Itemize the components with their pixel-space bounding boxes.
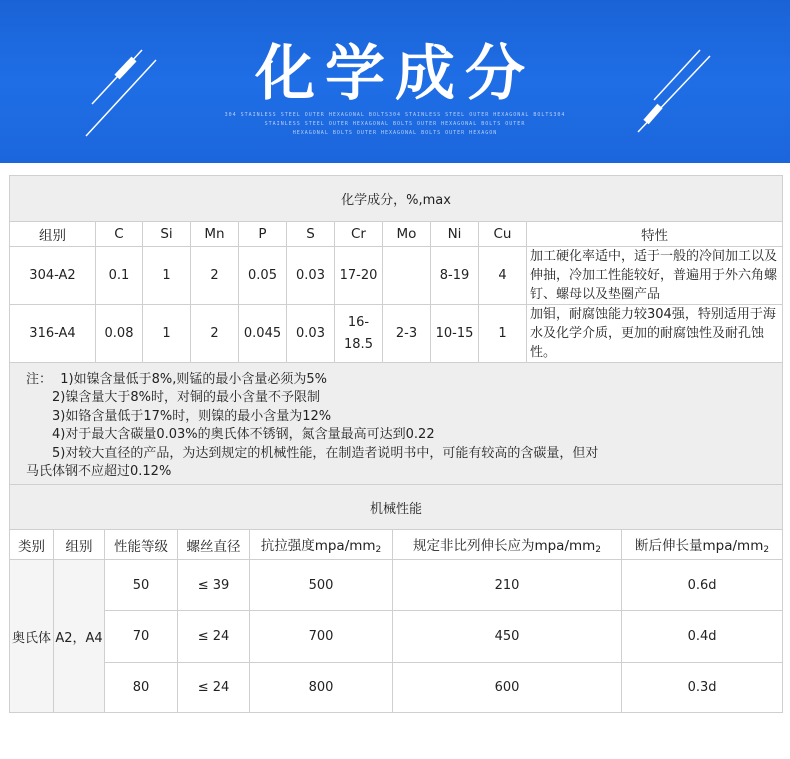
chem-table-caption: 化学成分，%,max bbox=[10, 176, 783, 222]
table-cell: 0.4d bbox=[622, 611, 783, 663]
group-cell: A2，A4 bbox=[54, 560, 105, 713]
header-cell: Cr bbox=[335, 222, 383, 247]
header-cell: Mn bbox=[191, 222, 239, 247]
table-cell: 2 bbox=[191, 247, 239, 305]
note-line: 5)对较大直径的产品，为达到规定的机械性能，在制造者说明书中，可能有较高的含碳量，但对 bbox=[52, 445, 599, 461]
table-cell: 0.1 bbox=[96, 247, 143, 305]
header-cell: 规定非比列伸长应为mpa/$mm_2$ bbox=[393, 530, 622, 560]
table-cell: 10-15 bbox=[431, 305, 479, 363]
table-cell: 0.03 bbox=[287, 305, 335, 363]
table-row bbox=[10, 247, 783, 305]
table-cell: 0.045 bbox=[239, 305, 287, 363]
header-cell: 类别 bbox=[10, 530, 54, 560]
header-cell: Mo bbox=[383, 222, 431, 247]
page-title: 化学成分 bbox=[255, 39, 535, 109]
header-cell: Si bbox=[143, 222, 191, 247]
table-cell: 50 bbox=[105, 560, 178, 611]
table-row bbox=[10, 560, 783, 611]
table-cell: 210 bbox=[393, 560, 622, 611]
header-cell: P bbox=[239, 222, 287, 247]
note-line: 4)对于最大含碳量0.03%的奥氏体不锈钢，氮含量最高可达到0.22 bbox=[52, 427, 435, 442]
header-cell: 螺丝直径 bbox=[178, 530, 250, 560]
table-row bbox=[10, 611, 783, 663]
notes-block bbox=[10, 363, 783, 487]
header-cell: 抗拉强度mpa/$mm_2$ bbox=[250, 530, 393, 560]
notes-label: 注： bbox=[26, 371, 53, 387]
table-cell: 2-3 bbox=[383, 305, 431, 363]
mech-table-caption: 机械性能 bbox=[10, 485, 783, 530]
table-cell: 17-20 bbox=[335, 247, 383, 305]
table-cell: 16-18.5 bbox=[335, 305, 383, 363]
banner-subtitle-line: 304 STAINLESS STEEL OUTER HEXAGONAL BOLTS304 STAINLESS STEEL OUTER HEXAGONAL BOLTS304 bbox=[224, 112, 566, 118]
note-line: 马氏体钢不应超过0.12% bbox=[26, 464, 172, 479]
banner-subtitle-line: HEXAGONAL BOLTS OUTER HEXAGONAL BOLTS OUTER HEXAGON bbox=[292, 130, 498, 136]
banner-subtitle-line: STAINLESS STEEL OUTER HEXAGONAL BOLTS OUTER HEXAGONAL BOLTS OUTER bbox=[264, 121, 526, 127]
table-cell: 0.6d bbox=[622, 560, 783, 611]
table-cell: 450 bbox=[393, 611, 622, 663]
table-cell: 800 bbox=[250, 663, 393, 713]
note-line: 注： 1)如镍含量低于8%,则锰的最小含量必须为5% bbox=[26, 371, 328, 387]
table-row bbox=[10, 663, 783, 713]
table-cell: 1 bbox=[143, 247, 191, 305]
table-cell: 4 bbox=[479, 247, 527, 305]
table-cell: 0.08 bbox=[96, 305, 143, 363]
table-cell: 80 bbox=[105, 663, 178, 713]
header-cell: 特性 bbox=[527, 222, 783, 247]
table-cell bbox=[383, 247, 431, 305]
property-description: 加工硬化率适中，适于一般的冷间加工以及伸抽，冷加工性能较好，普遍用于外六角螺钉、螺母以及垫圈产品 bbox=[527, 247, 783, 305]
table-cell: 304-A2 bbox=[10, 247, 96, 305]
table-cell: 0.03 bbox=[287, 247, 335, 305]
header-cell: 断后伸长量mpa/$mm_2$ bbox=[622, 530, 783, 560]
header-cell: 组别 bbox=[54, 530, 105, 560]
header-cell: Cu bbox=[479, 222, 527, 247]
table-cell: ≤ 24 bbox=[178, 663, 250, 713]
header-cell: 组别 bbox=[10, 222, 96, 247]
banner bbox=[0, 0, 790, 163]
table-cell: 2 bbox=[191, 305, 239, 363]
chem-header-row bbox=[10, 222, 783, 247]
table-cell: 700 bbox=[250, 611, 393, 663]
chemical-composition-table bbox=[9, 175, 783, 487]
header-cell: S bbox=[287, 222, 335, 247]
table-cell: 500 bbox=[250, 560, 393, 611]
category-cell: 奥氏体 bbox=[10, 560, 54, 713]
table-cell: 1 bbox=[143, 305, 191, 363]
header-cell: Ni bbox=[431, 222, 479, 247]
table-cell: 0.3d bbox=[622, 663, 783, 713]
note-line: 2)镍含量大于8%时，对铜的最小含量不予限制 bbox=[52, 390, 320, 405]
table-cell: 600 bbox=[393, 663, 622, 713]
table-cell: 0.05 bbox=[239, 247, 287, 305]
table-cell: ≤ 24 bbox=[178, 611, 250, 663]
note-line: 3)如铬含量低于17%时，则镍的最小含量为12% bbox=[52, 408, 332, 424]
table-cell: 70 bbox=[105, 611, 178, 663]
property-description: 加钼，耐腐蚀能力较304强，特别适用于海水及化学介质，更加的耐腐蚀性及耐孔蚀性。 bbox=[527, 305, 783, 363]
table-cell: 8-19 bbox=[431, 247, 479, 305]
header-cell: 性能等级 bbox=[105, 530, 178, 560]
table-cell: 1 bbox=[479, 305, 527, 363]
table-row bbox=[10, 305, 783, 363]
header-cell: C bbox=[96, 222, 143, 247]
mech-header-row bbox=[10, 530, 783, 560]
mechanical-properties-table bbox=[9, 484, 783, 713]
table-cell: 316-A4 bbox=[10, 305, 96, 363]
table-cell: ≤ 39 bbox=[178, 560, 250, 611]
